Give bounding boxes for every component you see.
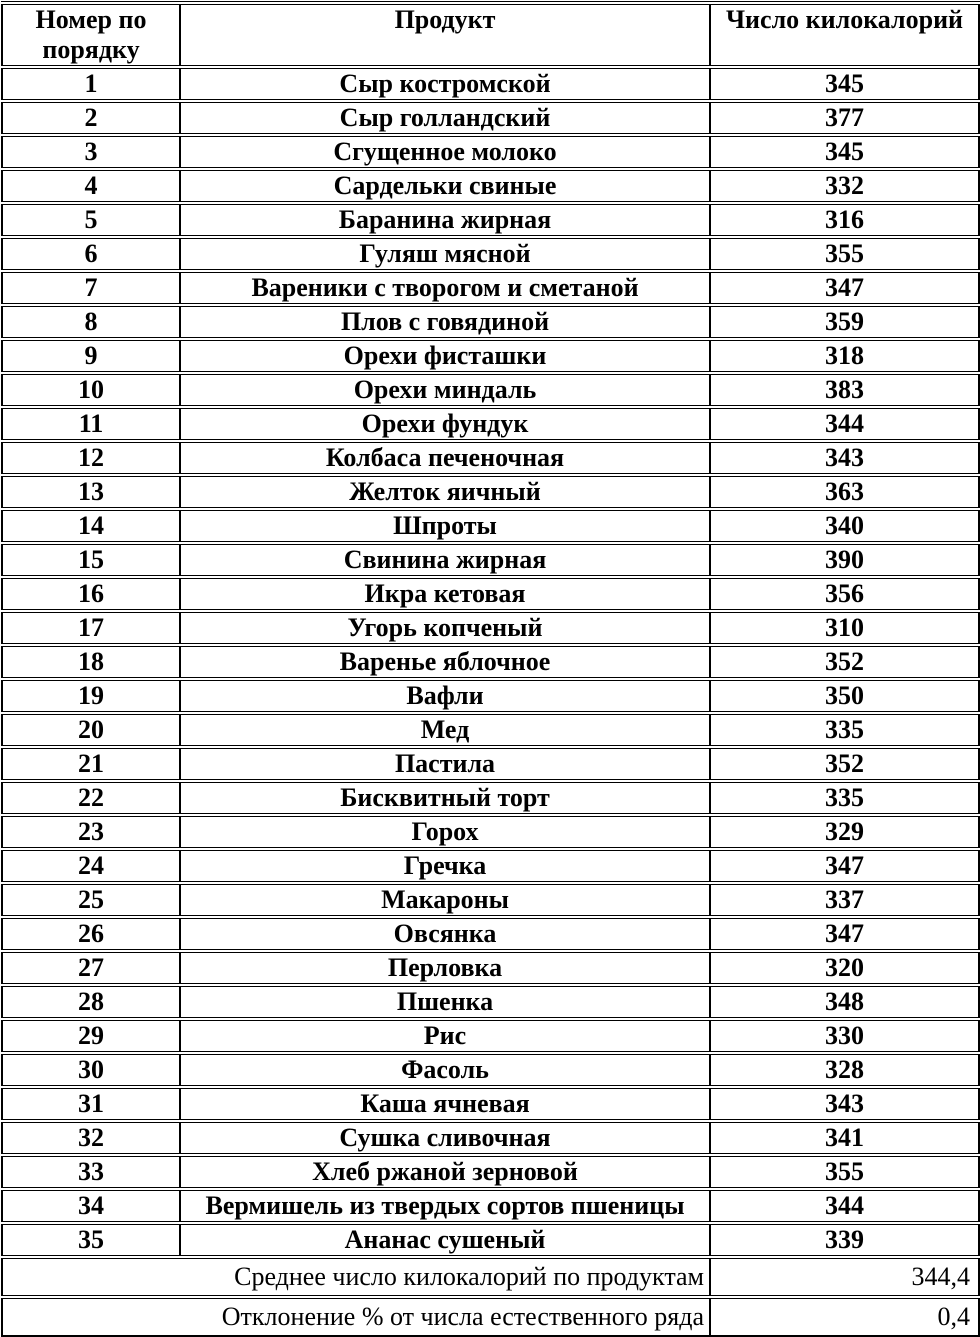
calories-cell: 352 [710, 645, 979, 679]
summary-average-value: 344,4 [710, 1257, 979, 1297]
table-row [2, 475, 979, 509]
row-number-cell: 23 [2, 815, 180, 849]
product-cell: Гречка [180, 849, 710, 883]
table-row [2, 849, 979, 883]
row-number-cell: 28 [2, 985, 180, 1019]
table-row [2, 1189, 979, 1223]
table-row [2, 101, 979, 135]
calories-cell: 332 [710, 169, 979, 203]
summary-average-label: Среднее число килокалорий по продуктам [2, 1257, 710, 1297]
product-cell: Фасоль [180, 1053, 710, 1087]
row-number-cell: 15 [2, 543, 180, 577]
calories-cell: 343 [710, 441, 979, 475]
summary-row-deviation [2, 1297, 979, 1336]
table-row [2, 509, 979, 543]
row-number-cell: 27 [2, 951, 180, 985]
row-number-cell: 7 [2, 271, 180, 305]
product-cell: Сгущенное молоко [180, 135, 710, 169]
row-number-cell: 3 [2, 135, 180, 169]
table-row [2, 645, 979, 679]
summary-deviation-value: 0,4 [710, 1297, 979, 1336]
table-row [2, 917, 979, 951]
table-row [2, 271, 979, 305]
product-cell: Гуляш мясной [180, 237, 710, 271]
table-row [2, 169, 979, 203]
table-row [2, 1087, 979, 1121]
row-number-cell: 29 [2, 1019, 180, 1053]
table-row [2, 407, 979, 441]
row-number-cell: 4 [2, 169, 180, 203]
product-cell: Пастила [180, 747, 710, 781]
product-cell: Варенье яблочное [180, 645, 710, 679]
calories-cell: 345 [710, 67, 979, 101]
table-row [2, 67, 979, 101]
product-cell: Колбаса печеночная [180, 441, 710, 475]
row-number-cell: 30 [2, 1053, 180, 1087]
row-number-cell: 8 [2, 305, 180, 339]
row-number-cell: 9 [2, 339, 180, 373]
column-header-product: Продукт [180, 3, 710, 67]
calories-cell: 390 [710, 543, 979, 577]
row-number-cell: 32 [2, 1121, 180, 1155]
table-row [2, 203, 979, 237]
table-row [2, 1019, 979, 1053]
product-cell: Баранина жирная [180, 203, 710, 237]
product-cell: Бисквитный торт [180, 781, 710, 815]
product-cell: Сардельки свиные [180, 169, 710, 203]
table-row [2, 883, 979, 917]
calories-cell: 343 [710, 1087, 979, 1121]
calories-cell: 347 [710, 849, 979, 883]
table-row [2, 781, 979, 815]
calories-cell: 377 [710, 101, 979, 135]
product-cell: Вафли [180, 679, 710, 713]
row-number-cell: 22 [2, 781, 180, 815]
calories-cell: 352 [710, 747, 979, 781]
product-cell: Мед [180, 713, 710, 747]
row-number-cell: 34 [2, 1189, 180, 1223]
column-header-calories: Число килокалорий [710, 3, 979, 67]
summary-row-average [2, 1257, 979, 1297]
calories-cell: 359 [710, 305, 979, 339]
product-cell: Орехи фундук [180, 407, 710, 441]
product-cell: Рис [180, 1019, 710, 1053]
calories-cell: 347 [710, 917, 979, 951]
table-summary [2, 1257, 979, 1336]
table-row [2, 985, 979, 1019]
product-cell: Вареники с творогом и сметаной [180, 271, 710, 305]
row-number-cell: 20 [2, 713, 180, 747]
calories-cell: 339 [710, 1223, 979, 1257]
product-cell: Орехи миндаль [180, 373, 710, 407]
product-cell: Овсянка [180, 917, 710, 951]
table-row [2, 815, 979, 849]
row-number-cell: 19 [2, 679, 180, 713]
row-number-cell: 21 [2, 747, 180, 781]
calories-cell: 383 [710, 373, 979, 407]
calories-cell: 337 [710, 883, 979, 917]
table-row [2, 611, 979, 645]
product-cell: Хлеб ржаной зерновой [180, 1155, 710, 1189]
table-row [2, 713, 979, 747]
row-number-cell: 26 [2, 917, 180, 951]
calories-table [1, 1, 980, 1337]
table-row [2, 951, 979, 985]
calories-cell: 347 [710, 271, 979, 305]
calories-cell: 363 [710, 475, 979, 509]
table-row [2, 373, 979, 407]
calories-cell: 318 [710, 339, 979, 373]
table-row [2, 1053, 979, 1087]
calories-cell: 355 [710, 237, 979, 271]
row-number-cell: 31 [2, 1087, 180, 1121]
product-cell: Перловка [180, 951, 710, 985]
product-cell: Пшенка [180, 985, 710, 1019]
table-row [2, 747, 979, 781]
table-header [2, 3, 979, 67]
product-cell: Сыр голландский [180, 101, 710, 135]
row-number-cell: 18 [2, 645, 180, 679]
table-body [2, 67, 979, 1257]
row-number-cell: 10 [2, 373, 180, 407]
calories-cell: 348 [710, 985, 979, 1019]
product-cell: Свинина жирная [180, 543, 710, 577]
calories-cell: 355 [710, 1155, 979, 1189]
table-row [2, 237, 979, 271]
product-cell: Ананас сушеный [180, 1223, 710, 1257]
summary-deviation-label: Отклонение % от числа естественного ряда [2, 1297, 710, 1336]
row-number-cell: 24 [2, 849, 180, 883]
table-row [2, 441, 979, 475]
calories-cell: 340 [710, 509, 979, 543]
row-number-cell: 33 [2, 1155, 180, 1189]
header-row [2, 3, 979, 67]
table-row [2, 135, 979, 169]
calories-cell: 341 [710, 1121, 979, 1155]
calories-cell: 344 [710, 1189, 979, 1223]
column-header-number: Номер по порядку [2, 3, 180, 67]
row-number-cell: 5 [2, 203, 180, 237]
product-cell: Орехи фисташки [180, 339, 710, 373]
calories-cell: 316 [710, 203, 979, 237]
table-row [2, 1223, 979, 1257]
calories-cell: 344 [710, 407, 979, 441]
row-number-cell: 14 [2, 509, 180, 543]
row-number-cell: 12 [2, 441, 180, 475]
calories-cell: 350 [710, 679, 979, 713]
product-cell: Макароны [180, 883, 710, 917]
calories-cell: 328 [710, 1053, 979, 1087]
row-number-cell: 17 [2, 611, 180, 645]
calories-cell: 345 [710, 135, 979, 169]
table-row [2, 577, 979, 611]
product-cell: Сушка сливочная [180, 1121, 710, 1155]
row-number-cell: 35 [2, 1223, 180, 1257]
table-row [2, 543, 979, 577]
row-number-cell: 2 [2, 101, 180, 135]
calories-cell: 335 [710, 713, 979, 747]
calories-cell: 329 [710, 815, 979, 849]
product-cell: Плов с говядиной [180, 305, 710, 339]
product-cell: Угорь копченый [180, 611, 710, 645]
table-row [2, 1155, 979, 1189]
product-cell: Каша ячневая [180, 1087, 710, 1121]
product-cell: Икра кетовая [180, 577, 710, 611]
table-row [2, 339, 979, 373]
row-number-cell: 1 [2, 67, 180, 101]
table-row [2, 305, 979, 339]
calories-cell: 330 [710, 1019, 979, 1053]
product-cell: Желток яичный [180, 475, 710, 509]
row-number-cell: 13 [2, 475, 180, 509]
table-row [2, 1121, 979, 1155]
calories-cell: 335 [710, 781, 979, 815]
calories-cell: 356 [710, 577, 979, 611]
row-number-cell: 16 [2, 577, 180, 611]
product-cell: Шпроты [180, 509, 710, 543]
row-number-cell: 6 [2, 237, 180, 271]
table-row [2, 679, 979, 713]
calories-cell: 310 [710, 611, 979, 645]
product-cell: Сыр костромской [180, 67, 710, 101]
row-number-cell: 25 [2, 883, 180, 917]
product-cell: Горох [180, 815, 710, 849]
calories-cell: 320 [710, 951, 979, 985]
product-cell: Вермишель из твердых сортов пшеницы [180, 1189, 710, 1223]
row-number-cell: 11 [2, 407, 180, 441]
